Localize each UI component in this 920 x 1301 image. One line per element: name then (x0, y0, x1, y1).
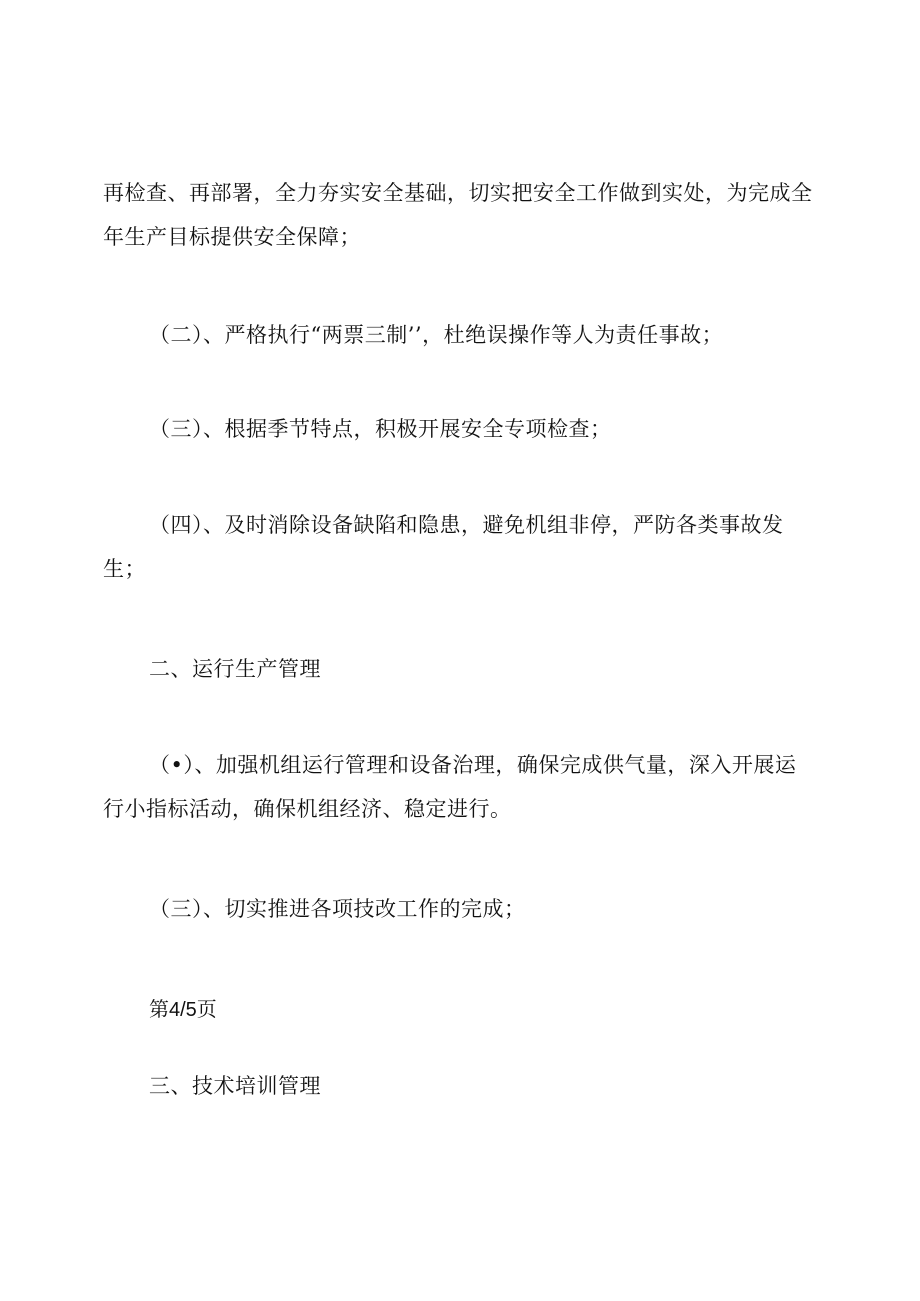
paragraph-item-unit-operation (103, 743, 819, 831)
heading-text: 二、运行生产管理 (149, 657, 321, 681)
section-heading-training (103, 1064, 819, 1108)
paragraph-line: （•）、加强机组运行管理和设备治理，确保完成供气量，深入开展运 (149, 753, 797, 777)
paragraph-line: （四）、及时消除设备缺陷和隐患，避免机组非停，严防各类事故发 (149, 513, 784, 537)
paragraph-safety-summary (103, 171, 819, 259)
paragraph-line: （三）、切实推进各项技改工作的完成； (149, 897, 526, 921)
paragraph-item-defect-elimination (103, 503, 819, 591)
paragraph-line: 再检查、再部署，全力夯实安全基础，切实把安全工作做到实处，为完成全 (103, 181, 813, 205)
page-number: 第4/5页 (149, 999, 217, 1021)
paragraph-line: 年生产目标提供安全保障； (103, 225, 361, 249)
paragraph-line: 生； (103, 557, 146, 581)
paragraph-item-tech-renovation (103, 887, 819, 931)
heading-text: 三、技术培训管理 (149, 1074, 321, 1098)
paragraph-line: （二）、严格执行“两票三制’’，杜绝误操作等人为责任事故； (149, 323, 724, 347)
paragraph-line: 行小指标活动，确保机组经济、稳定进行。 (103, 797, 512, 821)
section-heading-operation (103, 647, 819, 691)
paragraph-item-two-tickets (103, 313, 819, 357)
paragraph-item-seasonal-check (103, 407, 819, 451)
paragraph-line: （三）、根据季节特点，积极开展安全专项检查； (149, 417, 612, 441)
